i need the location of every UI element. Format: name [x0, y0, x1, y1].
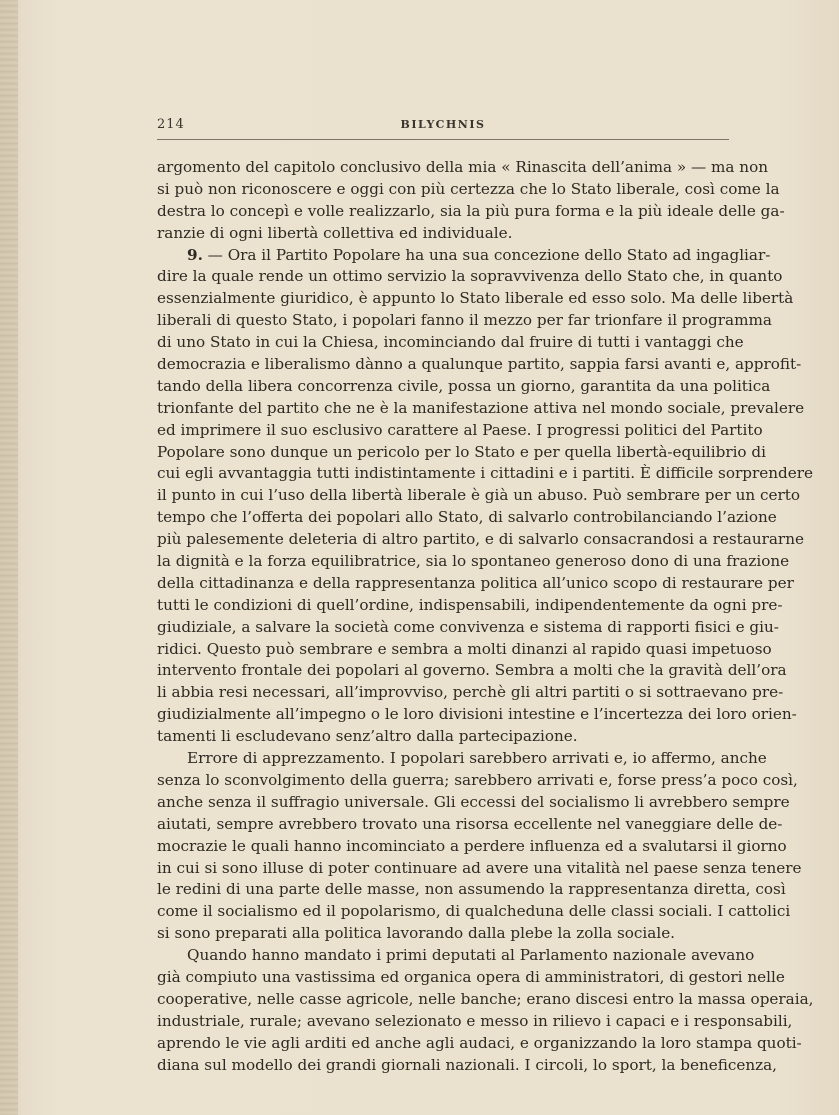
text-line: della cittadinanza e della rappresentanza politica all’unico scopo di restaurare per: [157, 573, 794, 592]
text-line: Popolare sono dunque un pericolo per lo Stato e per quella libertà-equilibrio di: [157, 442, 766, 461]
text-line: trionfante del partito che ne è la manifestazione attiva nel mondo sociale, prevalere: [157, 398, 805, 417]
text-line: mocrazie le quali hanno incominciato a perdere influenza ed a svalutarsi il giorno: [157, 836, 787, 855]
section-number: 9.: [187, 245, 203, 264]
running-header: [157, 117, 729, 140]
text-line: democrazia e liberalismo dànno a qualunque partito, sappia farsi avanti e, approfit-: [157, 355, 802, 374]
text-line: ranzie di ogni libertà collettiva ed individuale.: [157, 223, 513, 242]
text-line: giudiziale, a salvare la società come convivenza e sistema di rapporti fisici e giu-: [157, 617, 779, 636]
text-line: si sono preparati alla politica lavorando dalla plebe la zolla sociale.: [157, 924, 676, 943]
text-fragment: — Ora il Partito Popolare ha una sua concezione dello Stato ad ingagliar-: [202, 245, 771, 264]
text-line: li abbia resi necessari, all’improvviso, perchè gli altri partiti o si sottraevano pre-: [157, 683, 784, 702]
text-line: diana sul modello dei grandi giornali nazionali. I circoli, lo sport, la beneficenza,: [157, 1055, 778, 1074]
page-number: 214: [157, 117, 185, 132]
text-line: industriale, rurale; avevano selezionato e messo in rilievo i capaci e i responsabili,: [157, 1011, 793, 1030]
text-line: aiutati, sempre avrebbero trovato una risorsa eccellente nel vaneggiare delle de-: [157, 814, 783, 833]
text-line: ridici. Questo può sembrare e sembra a molti dinanzi al rapido quasi impetuoso: [157, 639, 772, 658]
text-line: tutti le condizioni di quell’ordine, indispensabili, indipendentemente da ogni pre-: [157, 595, 783, 614]
text-line: cooperative, nelle casse agricole, nelle banche; erano discesi entro la massa operaia,: [157, 989, 814, 1008]
text-line: [157, 245, 771, 267]
text-line: argomento del capitolo conclusivo della mia « Rinascita dell’anima » — ma non: [157, 158, 769, 176]
paragraph: [157, 945, 814, 1076]
text-line: si può non riconoscere e oggi con più certezza che lo Stato liberale, così come la: [157, 179, 780, 198]
page-binding-edge: [0, 0, 18, 1115]
text-line: intervento frontale dei popolari al governo. Sembra a molti che la gravità dell’ora: [157, 661, 787, 680]
body-text: [157, 157, 814, 1076]
text-line: come il socialismo ed il popolarismo, di qualcheduna delle classi sociali. I cattolici: [157, 902, 791, 921]
text-line: Quando hanno mandato i primi deputati al Parlamento nazionale avevano: [187, 946, 755, 965]
running-title: BILYCHNIS: [400, 118, 486, 131]
text-line: Errore di apprezzamento. I popolari sarebbero arrivati e, io affermo, anche: [187, 749, 767, 768]
paragraph: [157, 157, 785, 245]
text-line: le redini di una parte delle masse, non assumendo la rappresentanza diretta, così: [157, 880, 786, 899]
text-line: il punto in cui l’uso della libertà liberale è già un abuso. Può sembrare per un certo: [157, 486, 800, 505]
text-line: in cui si sono illuse di poter continuare ad avere una vitalità nel paese senza tenere: [157, 858, 802, 877]
text-line: la dignità e la forza equilibratrice, sia lo spontaneo generoso dono di una frazione: [157, 552, 790, 571]
text-line: liberali di questo Stato, i popolari fanno il mezzo per far trionfare il programma: [157, 311, 772, 330]
text-line: destra lo concepì e volle realizzarlo, sia la più pura forma e la più ideale delle ga-: [157, 201, 785, 220]
text-line: tempo che l’offerta dei popolari allo Stato, di salvarlo controbilanciando l’azione: [157, 508, 777, 527]
text-line: cui egli avvantaggia tutti indistintamente i cittadini e i partiti. È difficile sorprendere: [157, 464, 813, 483]
text-line: già compiuto una vastissima ed organica opera di amministratori, di gestori nelle: [157, 967, 785, 986]
text-line: tando della libera concorrenza civile, possa un giorno, garantita da una politica: [157, 376, 771, 395]
text-line: anche senza il suffragio universale. Gli eccessi del socialismo li avrebbero sempre: [157, 792, 790, 811]
text-line: tamenti li escludevano senz’altro dalla partecipazione.: [157, 727, 578, 746]
text-line: essenzialmente giuridico, è appunto lo Stato liberale ed esso solo. Ma delle libertà: [157, 289, 794, 308]
paragraph: [157, 748, 802, 945]
text-line: ed imprimere il suo esclusivo carattere al Paese. I progressi politici del Partito: [157, 420, 763, 439]
text-line: senza lo sconvolgimento della guerra; sarebbero arrivati e, forse press’a poco così,: [157, 770, 798, 789]
text-line: di uno Stato in cui la Chiesa, incominciando dal fruire di tutti i vantaggi che: [157, 333, 744, 352]
text-line: dire la quale rende un ottimo servizio la sopravvivenza dello Stato che, in quanto: [157, 267, 783, 286]
text-line: più palesemente deleteria di altro partito, e di salvarlo consacrandosi a restaurarne: [157, 530, 804, 549]
text-line: giudizialmente all’impegno o le loro divisioni intestine e l’incertezza dei loro orien-: [157, 705, 797, 724]
paragraph: [157, 245, 813, 748]
text-line: aprendo le vie agli arditi ed anche agli audaci, e organizzando la loro stampa quoti-: [157, 1033, 802, 1052]
